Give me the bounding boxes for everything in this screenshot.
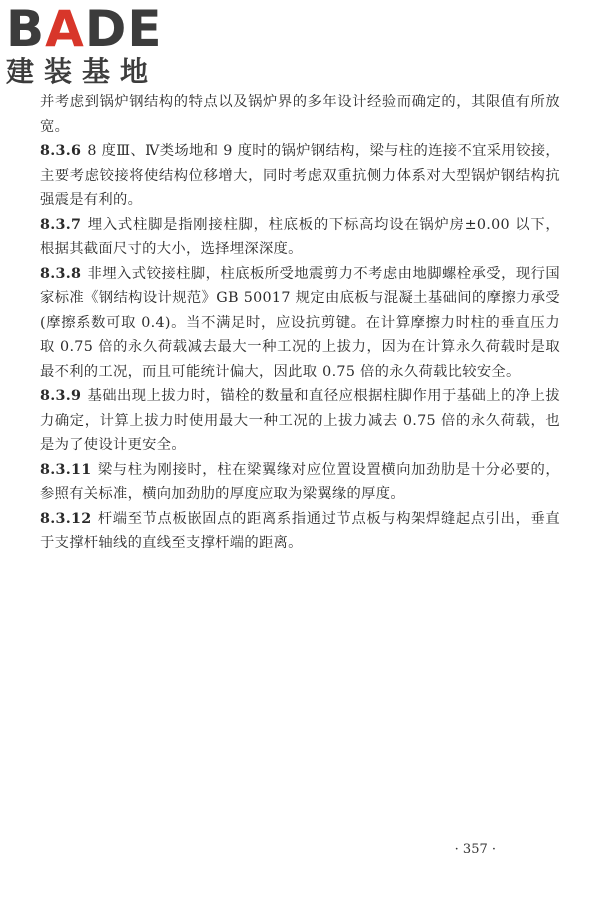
section-number: 8.3.12 bbox=[40, 510, 92, 527]
paragraph-text: 非埋入式铰接柱脚，柱底板所受地震剪力不考虑由地脚螺栓承受，现行国家标准《钢结构设计规范》GB 50017 规定由底板与混凝土基础间的摩擦力承受(摩擦系数可取 0.4)。当不满足时，应设抗剪键。在计算摩擦力时柱的垂直压力取 0.75 倍的永久荷载减去最大一种工况的上拔力，因为在计算永久荷载时是取最不利的工况，而且可能统计偏大，因此取 0.75 倍的永久荷载比较安全。 bbox=[40, 265, 560, 380]
page-number: · 357 · bbox=[454, 842, 496, 857]
paragraph-text: 梁与柱为刚接时，柱在梁翼缘对应位置设置横向加劲肋是十分必要的，参照有关标准，横向加劲肋的厚度应取为梁翼缘的厚度。 bbox=[40, 461, 560, 502]
paragraph-8-3-9 bbox=[40, 384, 560, 458]
logo-letter-a: A bbox=[45, 0, 85, 58]
page-content bbox=[40, 90, 560, 556]
logo-latin-text bbox=[6, 0, 176, 58]
bade-logo bbox=[6, 0, 176, 90]
paragraph-8-3-11 bbox=[40, 458, 560, 507]
paragraph-text: 埋入式柱脚是指刚接柱脚，柱底板的下标高均设在锅炉房±0.00 以下，根据其截面尺寸的大小，选择埋深深度。 bbox=[40, 216, 560, 257]
paragraph-8-3-6 bbox=[40, 139, 560, 213]
paragraph-8-3-12 bbox=[40, 507, 560, 556]
section-number: 8.3.8 bbox=[40, 265, 82, 282]
logo-letter-b: B bbox=[6, 0, 46, 58]
paragraph-8-3-7 bbox=[40, 213, 560, 262]
paragraph-8-3-8 bbox=[40, 262, 560, 385]
section-number: 8.3.7 bbox=[40, 216, 82, 233]
paragraph-text: 杆端至节点板嵌固点的距离系指通过节点板与构架焊缝起点引出，垂直于支撑杆轴线的直线至支撑杆端的距离。 bbox=[40, 510, 560, 551]
paragraph-text: 8 度Ⅲ、Ⅳ类场地和 9 度时的锅炉钢结构，梁与柱的连接不宜采用铰接，主要考虑铰接将使结构位移增大，同时考虑双重抗侧力体系对大型锅炉钢结构抗强震是有利的。 bbox=[40, 143, 560, 208]
logo-letters-de: DE bbox=[84, 0, 163, 58]
paragraph-text: 基础出现上拔力时，锚栓的数量和直径应根据柱脚作用于基础上的净上拔力确定，计算上拔力时使用最大一种工况的上拔力减去 0.75 倍的永久荷载，也是为了使设计更安全。 bbox=[40, 388, 560, 453]
paragraph-text: 并考虑到锅炉钢结构的特点以及锅炉界的多年设计经验而确定的，其限值有所放宽。 bbox=[40, 94, 560, 135]
section-number: 8.3.9 bbox=[40, 388, 82, 404]
logo-chinese-text: 建装基地 bbox=[6, 55, 159, 88]
section-number: 8.3.6 bbox=[40, 143, 82, 159]
paragraph-continuation bbox=[40, 90, 560, 139]
section-number: 8.3.11 bbox=[40, 461, 92, 478]
